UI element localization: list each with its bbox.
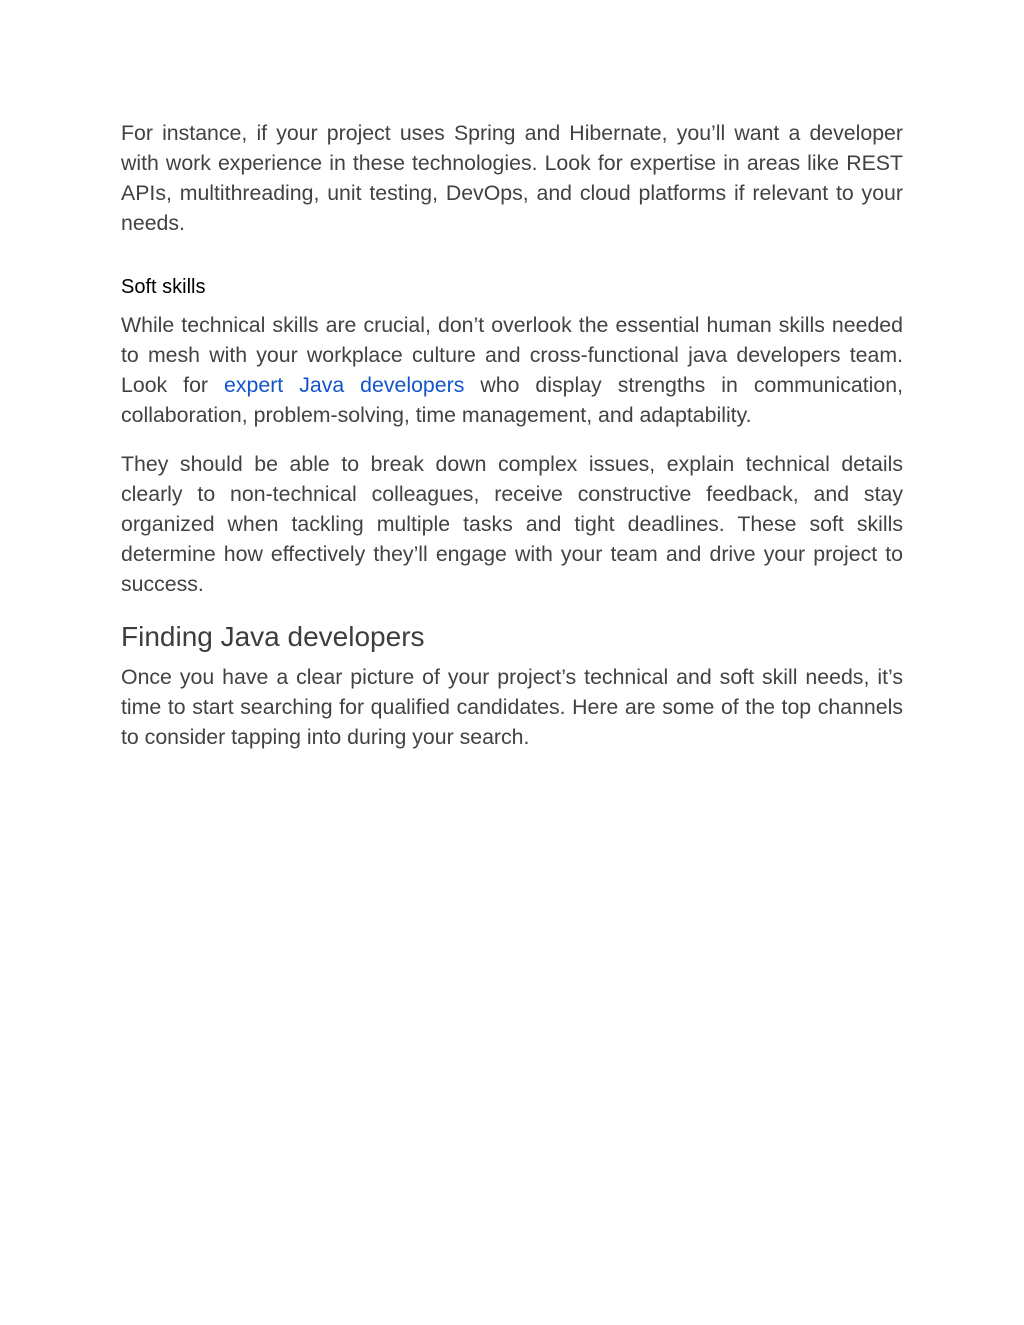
expert-java-developers-link[interactable]: expert Java developers [224, 373, 465, 397]
soft-skills-details-paragraph: They should be able to break down complex issues, explain technical details clearly to non-technical colleagues, receive constructive feedback, and stay organized when tackling multiple tasks and tight deadlines. These soft skills determine how effectively they’ll engage with your team and drive your project to success. [121, 452, 903, 596]
document-page [121, 118, 903, 752]
soft-skills-text-before: While technical skills are crucial, don’t overlook the essential human skills needed to mesh with your workplace culture and cross-functional java developers team. Look for [121, 313, 903, 397]
intro-paragraph: For instance, if your project uses Spring and Hibernate, you’ll want a developer with work experience in these technologies. Look for expertise in areas like REST APIs, multithreading, unit testing, DevOps, and cloud platforms if relevant to your needs. [121, 121, 903, 235]
finding-java-developers-heading: Finding Java developers [121, 621, 425, 652]
soft-skills-heading: Soft skills [121, 276, 206, 298]
soft-skills-text-after: who display strengths in communication, collaboration, problem-solving, time management, and adaptability. [121, 373, 903, 427]
soft-skills-paragraph [121, 310, 903, 430]
finding-paragraph: Once you have a clear picture of your project’s technical and soft skill needs, it’s time to start searching for qualified candidates. Here are some of the top channels to consider tapping into during your search. [121, 665, 903, 749]
